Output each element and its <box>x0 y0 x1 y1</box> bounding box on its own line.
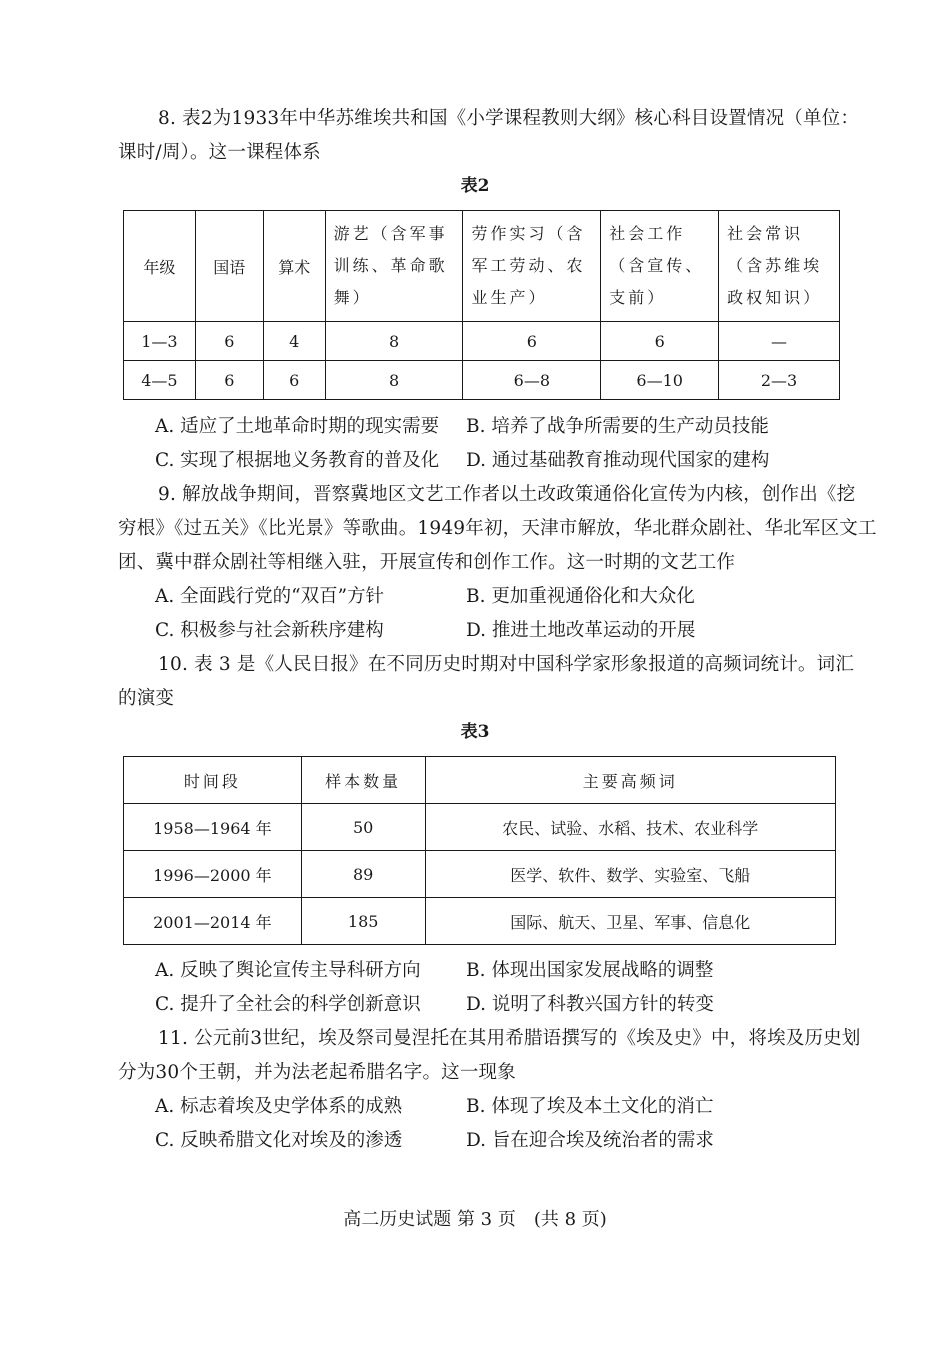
table2-row <box>124 361 840 400</box>
table3-cell: 国际、航天、卫星、军事、信息化 <box>425 898 835 945</box>
q8-stem-line1: 8. 表2为1933年中华苏维埃共和国《小学课程教则大纲》核心科目设置情况（单位： <box>158 108 860 129</box>
table2-cell: — <box>719 322 840 361</box>
table3-cell: 医学、软件、数学、实验室、飞船 <box>425 851 835 898</box>
table3-row <box>124 804 836 851</box>
q10-option-d[interactable]: D. 说明了科教兴国方针的转变 <box>466 994 714 1015</box>
q8-option-a[interactable]: A. 适应了土地革命时期的现实需要 <box>155 416 440 437</box>
table2-cell: 6—8 <box>463 361 601 400</box>
table2-cell: 6 <box>463 322 601 361</box>
table2-cell: 1—3 <box>124 322 196 361</box>
q8-option-d[interactable]: D. 通过基础教育推动现代国家的建构 <box>466 450 770 471</box>
table2-cell: 6—10 <box>601 361 719 400</box>
q9-option-a[interactable]: A. 全面践行党的“双百”方针 <box>155 586 385 607</box>
table2-cell: 6 <box>195 361 263 400</box>
table3-header-cell: 主要高频词 <box>425 757 835 804</box>
table3-header-row <box>124 757 836 804</box>
q9-stem-line2: 穷根》《过五关》《比光景》等歌曲。1949年初，天津市解放，华北群众剧社、华北军区文工 <box>118 518 877 539</box>
q10-option-b[interactable]: B. 体现出国家发展战略的调整 <box>466 960 714 981</box>
q11-stem-line1: 11. 公元前3世纪，埃及祭司曼涅托在其用希腊语撰写的《埃及史》中，将埃及历史划 <box>158 1028 861 1049</box>
q9-stem-line3: 团、冀中群众剧社等相继入驻，开展宣传和创作工作。这一时期的文艺工作 <box>118 552 736 573</box>
table3-cell: 农民、试验、水稻、技术、农业科学 <box>425 804 835 851</box>
table2-header-cell: 游艺（含军事训练、革命歌舞） <box>325 211 463 322</box>
q8-option-b[interactable]: B. 培养了战争所需要的生产动员技能 <box>466 416 769 437</box>
page-footer: 高二历史试题 第 3 页 (共 8 页) <box>343 1209 607 1230</box>
q9-option-b[interactable]: B. 更加重视通俗化和大众化 <box>466 586 695 607</box>
table2-header-cell: 社会工作（含宣传、支前） <box>601 211 719 322</box>
table2-cell: 2—3 <box>719 361 840 400</box>
q11-stem-line2: 分为30个王朝，并为法老起希腊名字。这一现象 <box>118 1062 516 1083</box>
table3 <box>123 756 836 945</box>
table2-header-row <box>124 211 840 322</box>
table3-row <box>124 851 836 898</box>
q9-stem-line1: 9. 解放战争期间，晋察冀地区文艺工作者以土改政策通俗化宣传为内核，创作出《挖 <box>158 484 856 505</box>
q10-option-c[interactable]: C. 提升了全社会的科学创新意识 <box>155 994 421 1015</box>
table2-row <box>124 322 840 361</box>
table3-cell: 185 <box>301 898 425 945</box>
q11-option-a[interactable]: A. 标志着埃及史学体系的成熟 <box>155 1096 403 1117</box>
q9-option-d[interactable]: D. 推进土地改革运动的开展 <box>466 620 696 641</box>
q8-stem-line2: 课时/周）。这一课程体系 <box>118 142 321 163</box>
table3-caption: 表3 <box>460 722 490 742</box>
table2-cell: 6 <box>263 361 325 400</box>
table2-header-cell: 国语 <box>195 211 263 322</box>
table2-caption: 表2 <box>460 176 490 196</box>
table3-cell: 50 <box>301 804 425 851</box>
table3-row <box>124 898 836 945</box>
table2-cell: 4 <box>263 322 325 361</box>
table2-header-cell: 算术 <box>263 211 325 322</box>
q11-option-c[interactable]: C. 反映希腊文化对埃及的渗透 <box>155 1130 403 1151</box>
table3-cell: 89 <box>301 851 425 898</box>
table2-cell: 6 <box>195 322 263 361</box>
q8-option-c[interactable]: C. 实现了根据地义务教育的普及化 <box>155 450 440 471</box>
q11-option-d[interactable]: D. 旨在迎合埃及统治者的需求 <box>466 1130 714 1151</box>
table2-cell: 8 <box>325 361 463 400</box>
q10-stem-line1: 10. 表 3 是《人民日报》在不同历史时期对中国科学家形象报道的高频词统计。词汇 <box>158 654 855 675</box>
table2-header-cell: 劳作实习（含军工劳动、农业生产） <box>463 211 601 322</box>
table2-cell: 4—5 <box>124 361 196 400</box>
table2 <box>123 210 840 400</box>
table3-cell: 1958—1964 年 <box>124 804 302 851</box>
table2-cell: 6 <box>601 322 719 361</box>
table2-header-cell: 社会常识（含苏维埃政权知识） <box>719 211 840 322</box>
table3-cell: 1996—2000 年 <box>124 851 302 898</box>
table3-header-cell: 样本数量 <box>301 757 425 804</box>
q11-option-b[interactable]: B. 体现了埃及本土文化的消亡 <box>466 1096 714 1117</box>
table2-header-cell: 年级 <box>124 211 196 322</box>
table3-cell: 2001—2014 年 <box>124 898 302 945</box>
q9-option-c[interactable]: C. 积极参与社会新秩序建构 <box>155 620 384 641</box>
table2-cell: 8 <box>325 322 463 361</box>
table3-header-cell: 时间段 <box>124 757 302 804</box>
q10-stem-line2: 的演变 <box>118 688 175 709</box>
q10-option-a[interactable]: A. 反映了舆论宣传主导科研方向 <box>155 960 421 981</box>
